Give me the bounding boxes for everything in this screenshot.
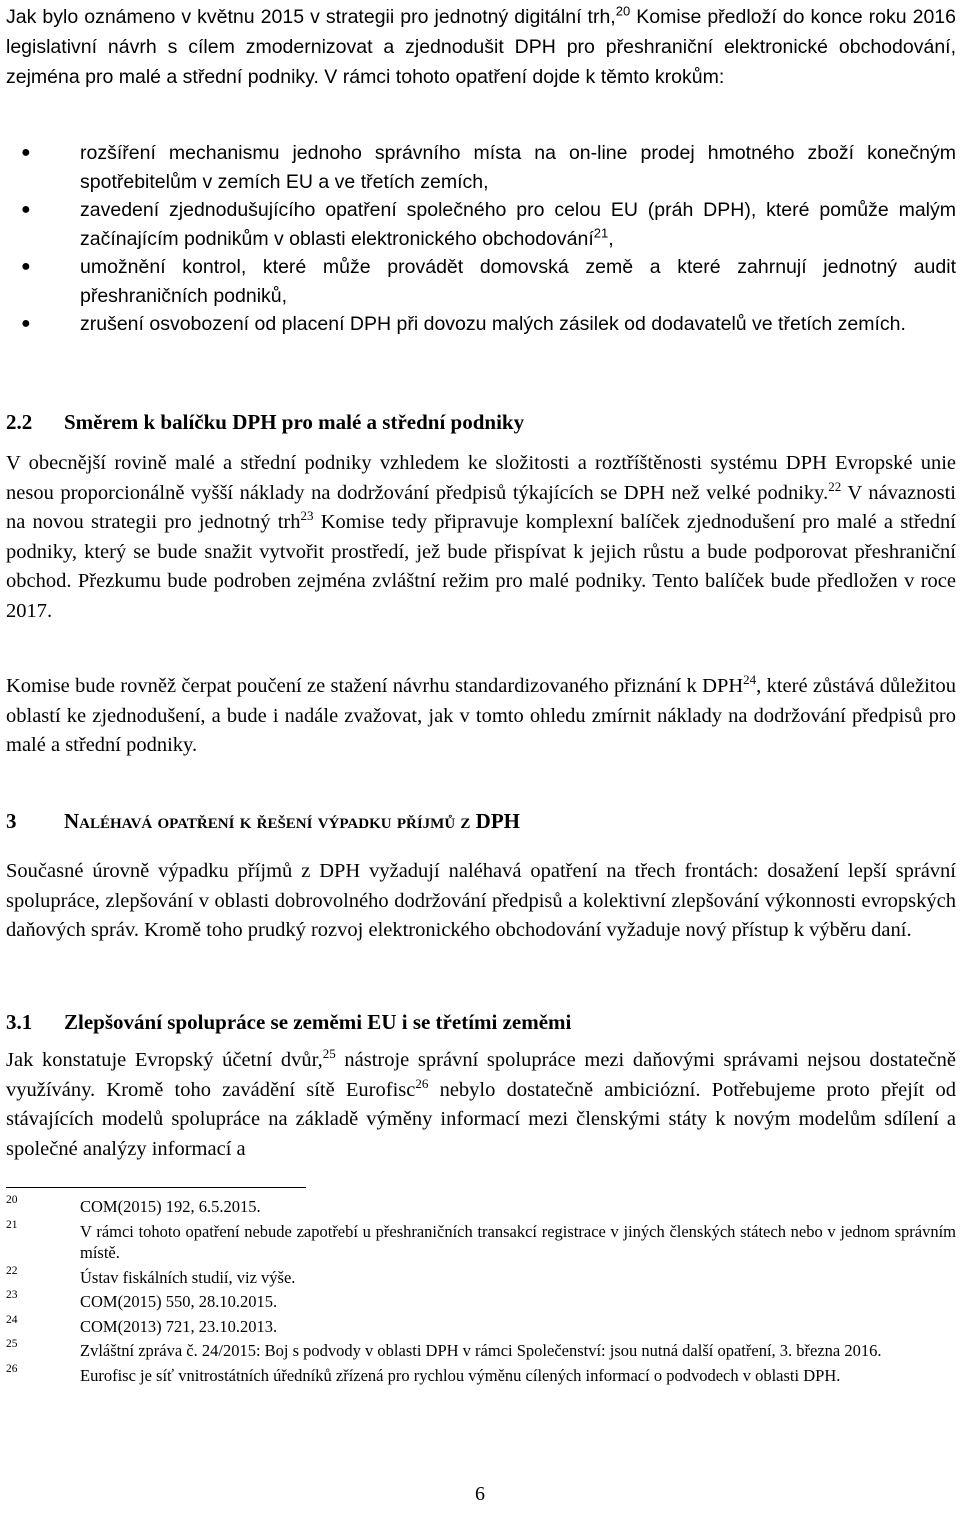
footnote-ref-20[interactable]: 20: [615, 3, 631, 19]
bullet-icon: ●: [21, 258, 31, 275]
section-2-2-paragraph-2: [6, 672, 956, 761]
paragraph-text: Komise tedy připravuje komplexní balíček zjednodušení pro malé a střední podniky, který se bude snažit vytvořit prostředí, jež bude přispívat k jejich růstu a bude podporovat přeshraniční obchod. Přezkumu bude podroben zejména zvláštní režim pro malé podniky. Tento balíček bude předložen v roce 2017.: [6, 511, 956, 622]
section-3-heading: [6, 807, 520, 835]
list-item-punct: ,: [608, 227, 614, 250]
footnote: [6, 1313, 956, 1338]
footnote: [6, 1218, 956, 1264]
footnote-number: 23: [6, 1289, 18, 1301]
section-number: 2.2: [6, 410, 33, 434]
footnote-number: 24: [6, 1313, 18, 1326]
footnote: [6, 1291, 956, 1313]
footnotes: [6, 1196, 956, 1389]
footnote-number: 21: [6, 1218, 18, 1231]
footnote-ref-25[interactable]: 25: [322, 1046, 336, 1062]
section-number: 3: [6, 809, 17, 833]
paragraph-text: V návaznosti na novou strategii pro jednotný trh: [6, 481, 956, 533]
section-3-paragraph-1: [6, 857, 956, 946]
footnote-divider: [6, 1187, 306, 1188]
paragraph-text: Současné úrovně výpadku příjmů z DPH vyžadují naléhavá opatření na třech frontách: dosažení lepší správní spolupráce, zlepšování v oblasti dobrovolného dodržování předpisů a kolektivní zlepšování výkonnosti evropských daňových správ. Kromě toho prudký rozvoj elektronického obchodování vyžaduje nový přístup k výběru daní.: [6, 860, 956, 941]
bullet-icon: ●: [21, 201, 31, 218]
footnote-text: Eurofisc je síť vnitrostátních úředníků zřízená pro rychlou výměnu cílených informací o podvodech v oblasti DPH.: [80, 1365, 841, 1385]
footnote-text: V rámci tohoto opatření nebude zapotřebí u přeshraničních transakcí registrace v jiných členských státech nebo v jednom správním místě.: [80, 1221, 956, 1262]
page-number: 6: [475, 1483, 485, 1505]
list-item-text: zavedení zjednodušujícího opatření společného pro celou EU (práh DPH), které pomůže malým začínajícím podnikům v oblasti elektronického obchodování: [80, 199, 956, 250]
footnote-number: 26: [6, 1362, 18, 1375]
footnote-ref-23[interactable]: 23: [300, 508, 314, 524]
paragraph-text: , které zůstává důležitou oblastí ke zjednodušení, a bude i nadále zvažovat, jak v tomto ohledu zmírnit náklady na dodržování předpisů pro malé a střední podniky.: [6, 675, 956, 756]
footnote-text: COM(2013) 721, 23.10.2013.: [80, 1316, 278, 1336]
footnote-number: 25: [6, 1338, 18, 1350]
intro-text-a: Jak bylo oznámeno v květnu 2015 v strategii pro jednotný digitální trh,: [6, 6, 616, 28]
footnote: [6, 1340, 956, 1362]
paragraph-text: nebylo dostatečně ambiciózní. Potřebujeme proto přejít od stávajících modelů spolupráce na základě výměny informací mezi členskými státy k novým modelům sdílení a společné analýzy informací a: [6, 1078, 956, 1160]
list-item-text: rozšíření mechanismu jednoho správního místa na on-line prodej hmotného zboží konečným spotřebitelům v zemích EU a ve třetích zemích,: [80, 142, 956, 193]
footnote-text: COM(2015) 192, 6.5.2015.: [80, 1197, 261, 1216]
footnote-ref-22[interactable]: 22: [828, 478, 842, 494]
footnote: [6, 1264, 956, 1289]
footnote-ref-21[interactable]: 21: [593, 225, 609, 240]
list-item: [6, 310, 956, 339]
list-item: [6, 139, 956, 196]
section-2-2-heading: [6, 408, 524, 436]
section-2-2-paragraph-1: [6, 449, 956, 626]
footnote-number: 20: [6, 1194, 18, 1206]
section-title: Zlepšování spolupráce se zeměmi EU i se třetími zeměmi: [64, 1010, 572, 1034]
section-3-1-paragraph-1: [6, 1046, 956, 1164]
footnote-number: 22: [6, 1264, 18, 1277]
measures-list: [6, 139, 956, 339]
paragraph-text: Komise bude rovněž čerpat poučení ze stažení návrhu standardizovaného přiznání k DPH: [6, 675, 744, 697]
footnote-text: COM(2015) 550, 28.10.2015.: [80, 1292, 278, 1311]
section-3-1-heading: [6, 1008, 571, 1036]
intro-text-b: Komise předloží do konce roku 2016 legislativní návrh s cílem zmodernizovat a zjednodušit DPH pro přeshraniční elektronické obchodování, zejména pro malé a střední podniky. V rámci tohoto opatření dojde k těmto krokům:: [6, 6, 956, 88]
paragraph-text: V obecnější rovině malé a střední podniky vzhledem ke složitosti a roztříštěnosti systému DPH Evropské unie nesou proporcionálně vyšší náklady na dodržování předpisů týkajících se DPH než velké podniky.: [6, 452, 956, 504]
footnote-ref-26[interactable]: 26: [415, 1075, 429, 1091]
footnote: [6, 1196, 956, 1218]
footnote: [6, 1362, 956, 1387]
bullet-icon: ●: [21, 144, 31, 161]
section-title: Naléhavá opatření k řešení výpadku příjmů z DPH: [64, 809, 520, 833]
footnote-ref-24[interactable]: 24: [743, 672, 757, 688]
section-number: 3.1: [6, 1010, 33, 1034]
paragraph-text: Jak konstatuje Evropský účetní dvůr,: [6, 1049, 323, 1071]
list-item: [6, 253, 956, 310]
intro-paragraph: [6, 2, 956, 92]
section-title: Směrem k balíčku DPH pro malé a střední podniky: [64, 410, 525, 434]
paragraph-text: nástroje správní spolupráce mezi daňovými správami nejsou dostatečně využívány. Kromě toho zavádění sítě Eurofisc: [6, 1049, 956, 1101]
list-item-text: zrušení osvobození od placení DPH při dovozu malých zásilek od dodavatelů ve třetích zemích.: [80, 313, 906, 335]
footnote-text: Zvláštní zpráva č. 24/2015: Boj s podvody v oblasti DPH v rámci Společenství: jsou nutná další opatření, 3. března 2016.: [80, 1341, 882, 1360]
list-item: [6, 196, 956, 253]
bullet-icon: ●: [21, 315, 31, 332]
list-item-text: umožnění kontrol, které může provádět domovská země a které zahrnují jednotný audit přeshraničních podniků,: [80, 256, 956, 307]
footnote-text: Ústav fiskálních studií, viz výše.: [80, 1267, 296, 1287]
